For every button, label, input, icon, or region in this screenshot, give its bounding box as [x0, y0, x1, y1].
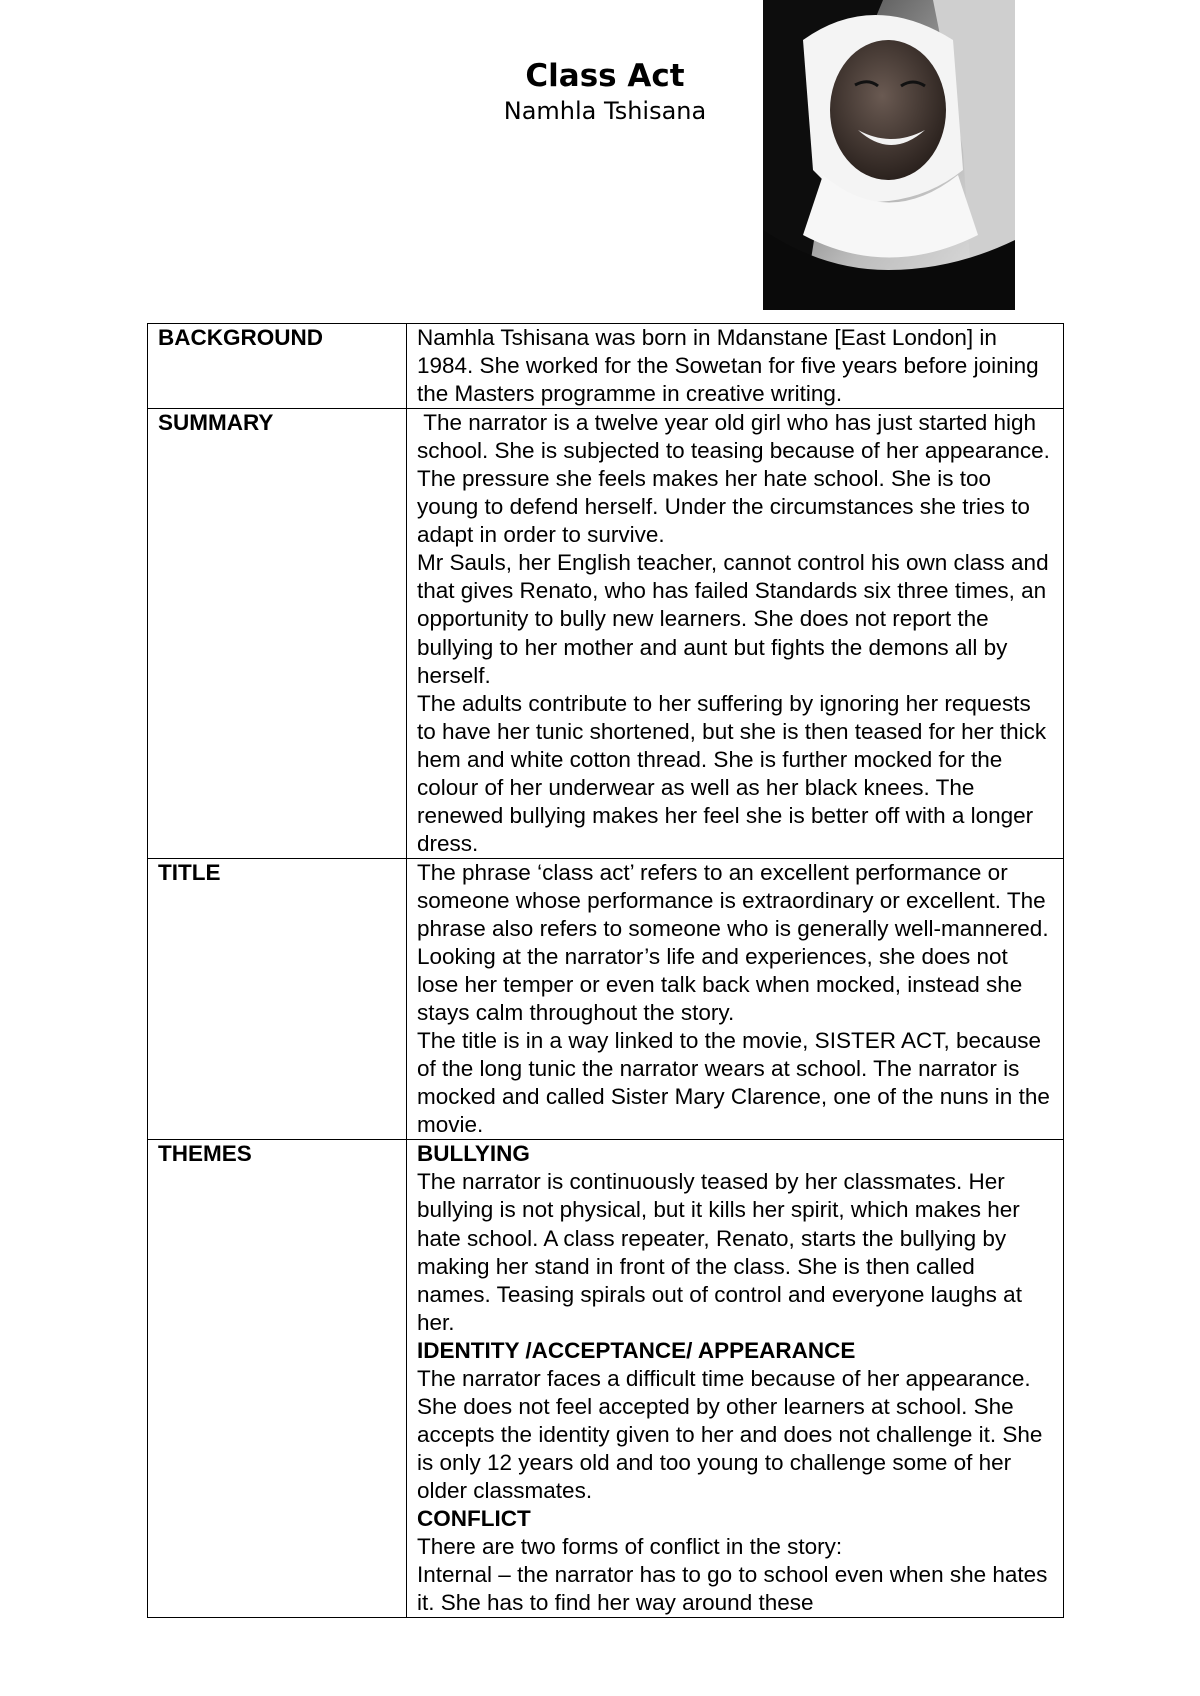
theme-text-identity: The narrator faces a difficult time because of her appearance. She does not feel accepted by other learners at school. She accepts the identity given to her and does not challenge it. She is only 12 years old and too young to challenge some of her older classmates.	[417, 1365, 1043, 1503]
row-label-summary: SUMMARY	[148, 409, 407, 859]
summary-paragraph-2: Mr Sauls, her English teacher, cannot control his own class and that gives Renato, who has failed Standards six three times, an opportunity to bully new learners. She does not report the bullying to her mother and aunt but fights the demons all by herself.	[417, 550, 1049, 688]
theme-text-conflict: There are two forms of conflict in the story:	[417, 1534, 843, 1560]
row-content-title	[407, 858, 1064, 1139]
theme-text-conflict-internal: Internal – the narrator has to go to school even when she hates it. She has to find her way around these	[417, 1562, 1048, 1616]
document-author: Namhla Tshisana	[503, 97, 707, 125]
table-row-themes	[148, 1140, 1064, 1618]
theme-text-bullying: The narrator is continuously teased by her classmates. Her bullying is not physical, but it kills her spirit, which makes her hate school. A class repeater, Renato, starts the bullying by making her stand in front of the class. She is then called names. Teasing spirals out of control and everyone laughs at her.	[417, 1169, 1022, 1335]
table-row-background	[148, 324, 1064, 409]
nun-portrait-photo	[763, 0, 1015, 310]
table-row-summary	[148, 409, 1064, 859]
background-paragraph: Namhla Tshisana was born in Mdanstane [East London] in 1984. She worked for the Sowetan for five years before joining the Masters programme in creative writing.	[417, 325, 1039, 407]
row-content-background	[407, 324, 1064, 409]
table-row-title	[148, 858, 1064, 1139]
row-label-themes: THEMES	[148, 1140, 407, 1618]
summary-paragraph-1: The narrator is a twelve year old girl who has just started high school. She is subjected to teasing because of her appearance. The pressure she feels makes her hate school. She is too young to defend herself. Under the circumstances she tries to adapt in order to survive.	[417, 410, 1056, 548]
theme-heading-conflict: CONFLICT	[417, 1505, 531, 1531]
nun-portrait-icon	[763, 0, 1015, 310]
theme-heading-identity: IDENTITY /ACCEPTANCE/ APPEARANCE	[417, 1337, 856, 1363]
title-paragraph-2: The title is in a way linked to the movie, SISTER ACT, because of the long tunic the narrator wears at school. The narrator is mocked and called Sister Mary Clarence, one of the nuns in the movie.	[417, 1028, 1050, 1138]
title-block	[430, 56, 780, 126]
row-content-summary	[407, 409, 1064, 859]
row-label-background: BACKGROUND	[148, 324, 407, 409]
study-notes-table	[147, 323, 1064, 1618]
document-title: Class Act	[525, 58, 685, 94]
row-label-title: TITLE	[148, 858, 407, 1139]
title-paragraph-1: The phrase ‘class act’ refers to an excellent performance or someone whose performance is extraordinary or excellent. The phrase also refers to someone who is generally well-mannered. Looking at the narrator’s life and experiences, she does not lose her temper or even talk back when mocked, instead she stays calm throughout the story.	[417, 859, 1049, 1026]
row-content-themes	[407, 1140, 1064, 1618]
theme-heading-bullying: BULLYING	[417, 1141, 530, 1167]
summary-paragraph-3: The adults contribute to her suffering by ignoring her requests to have her tunic shortened, but she is then teased for her thick hem and white cotton thread. She is further mocked for the colour of her underwear as well as her black knees. The renewed bullying makes her feel she is better off with a longer dress.	[417, 690, 1047, 856]
